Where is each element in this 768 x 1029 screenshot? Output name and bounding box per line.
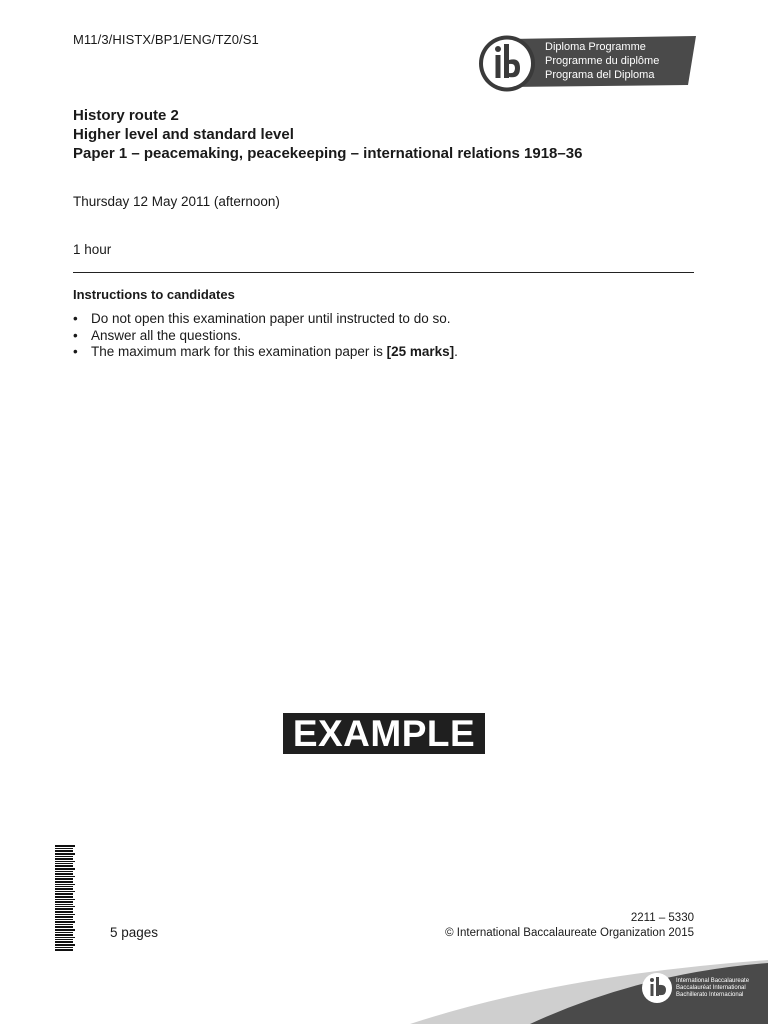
barcode-stripe [55, 863, 73, 864]
instructions-list [73, 311, 458, 361]
barcode-stripe [55, 896, 73, 898]
barcode-stripe [55, 947, 73, 948]
barcode-stripe [55, 861, 75, 862]
list-item [73, 344, 458, 361]
barcode-stripe [55, 853, 75, 855]
barcode-stripe [55, 858, 73, 860]
title-line-3: Paper 1 – peacemaking, peacekeeping – international relations 1918–36 [73, 145, 583, 162]
barcode-stripe [55, 888, 73, 890]
barcode-stripe [55, 891, 75, 892]
list-item [73, 311, 458, 328]
bullet: • [73, 311, 78, 326]
paper-title [73, 106, 582, 163]
ib-line-3: Bachillerato Internacional [676, 992, 744, 998]
ib-line-1: International Baccalaureate [676, 978, 750, 984]
barcode-stripe [55, 934, 73, 936]
barcode-stripe [55, 919, 73, 920]
copyright: © International Baccalaureate Organization 2015 [445, 927, 694, 939]
barcode-stripe [55, 937, 75, 938]
divider [73, 272, 694, 273]
title-line-1: History route 2 [73, 107, 179, 124]
barcode-stripe [55, 886, 73, 887]
logo-line-2: Programme du diplôme [545, 55, 660, 67]
barcode-stripe [55, 911, 73, 913]
max-marks: [25 marks] [386, 344, 455, 359]
paper-reference: 2211 – 5330 [630, 912, 694, 924]
barcode-stripe [55, 941, 73, 943]
barcode-stripe [55, 856, 73, 857]
paper-code: M11/3/HISTX/BP1/ENG/TZ0/S1 [73, 32, 259, 47]
barcode-stripe [55, 878, 73, 880]
instruction-text: Answer all the questions. [91, 327, 242, 343]
barcode-stripe [55, 906, 75, 907]
barcode-stripe [55, 949, 73, 951]
list-item [73, 328, 458, 345]
logo-line-3: Programa del Diploma [545, 69, 655, 81]
barcode-stripe [55, 939, 73, 940]
barcode-stripe [55, 868, 75, 870]
page-count: 5 pages [110, 925, 159, 940]
barcode-stripe [55, 850, 73, 852]
logo-line-1: Diploma Programme [545, 41, 646, 53]
barcode-stripe [55, 901, 73, 903]
instruction-suffix: . [454, 344, 458, 359]
barcode-stripe [55, 924, 73, 925]
barcode-stripe [55, 926, 73, 928]
barcode-stripe [55, 871, 73, 872]
barcode-stripe [55, 914, 75, 915]
barcode-stripe [55, 881, 73, 883]
barcode-stripe [55, 884, 75, 885]
example-stamp: EXAMPLE [283, 713, 485, 754]
barcode-stripe [55, 929, 75, 931]
ib-footer-logo-text [676, 978, 749, 999]
barcode-stripe [55, 848, 73, 849]
exam-date: Thursday 12 May 2011 (afternoon) [73, 194, 280, 209]
instruction-text: The maximum mark for this examination paper is [91, 344, 387, 359]
title-line-2: Higher level and standard level [73, 126, 294, 143]
barcode [55, 845, 75, 968]
exam-duration: 1 hour [73, 242, 112, 257]
barcode-stripe [55, 893, 73, 895]
bullet: • [73, 327, 78, 343]
barcode-stripe [55, 845, 75, 847]
ib-diploma-logo-text [545, 40, 659, 82]
ib-line-2: Baccalauréat International [676, 985, 746, 991]
barcode-stripe [55, 873, 73, 875]
barcode-stripe [55, 904, 73, 905]
barcode-stripe [55, 944, 75, 946]
barcode-stripe [55, 876, 75, 877]
barcode-stripe [55, 865, 73, 867]
barcode-stripe [55, 899, 75, 900]
barcode-stripe [55, 916, 73, 918]
instructions-heading: Instructions to candidates [73, 287, 235, 302]
instruction-text: Do not open this examination paper until instructed to do so. [91, 311, 451, 326]
barcode-stripe [55, 908, 73, 910]
barcode-stripe [55, 932, 73, 933]
barcode-stripe [55, 921, 75, 923]
bullet: • [73, 344, 78, 359]
